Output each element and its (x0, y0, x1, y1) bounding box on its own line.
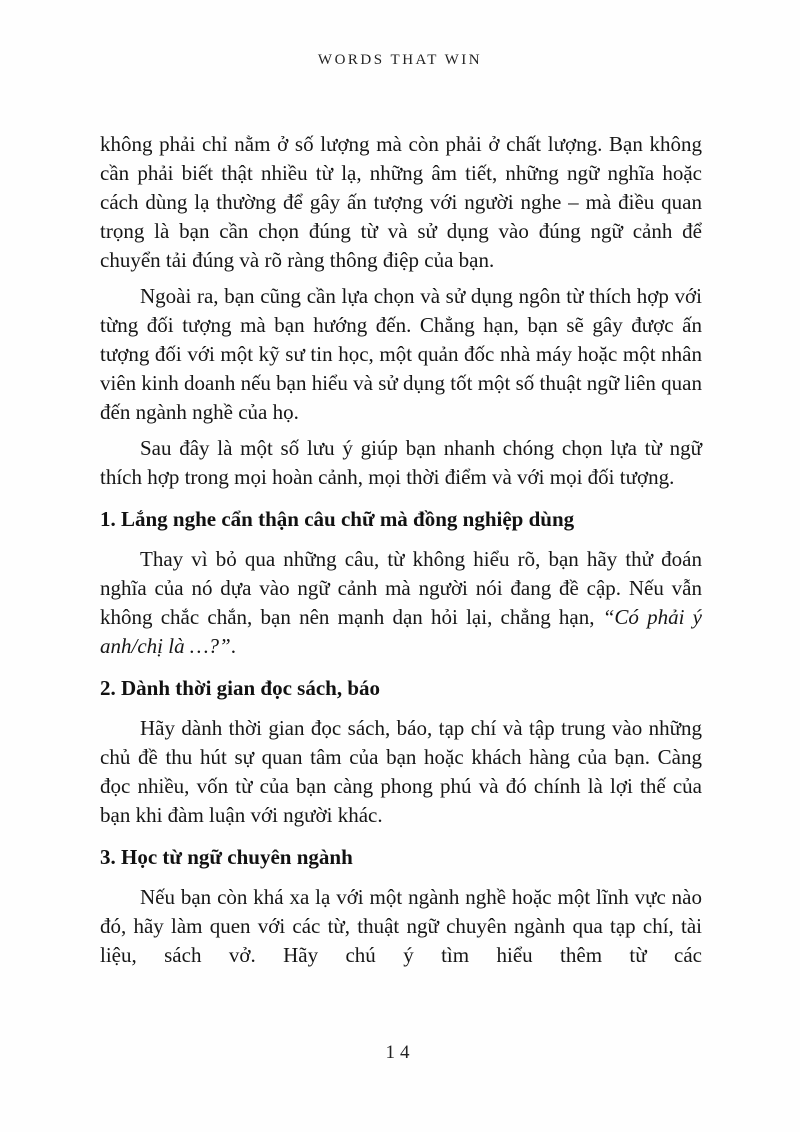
paragraph-listen-period: . (230, 634, 236, 658)
paragraph-intro-continuation: không phải chỉ nằm ở số lượng mà còn phải ở chất lượng. Bạn không cần phải biết thật nhiều từ lạ, những âm tiết, những ngữ nghĩa hoặc cách dùng lạ thường để gây ấn tượng với người nghe – mà điều quan trọng là bạn cần chọn đúng từ và sử dụng vào đúng ngữ cảnh để chuyển tải đúng và rõ ràng thông điệp của bạn. (100, 132, 702, 272)
section-heading-2: 2. Dành thời gian đọc sách, báo (100, 676, 381, 700)
paragraph-audience: Ngoài ra, bạn cũng cần lựa chọn và sử dụng ngôn từ thích hợp với từng đối tượng mà bạn hướng đến. Chẳng hạn, bạn sẽ gây được ấn tượng đối với một kỹ sư tin học, một quản đốc nhà máy hoặc một nhân viên kinh doanh nếu bạn hiểu và sử dụng tốt một số thuật ngữ liên quan đến ngành nghề của họ. (100, 284, 702, 424)
page-number: 14 (385, 1042, 415, 1063)
page-body (100, 130, 702, 977)
paragraph-tips-intro: Sau đây là một số lưu ý giúp bạn nhanh chóng chọn lựa từ ngữ thích hợp trong mọi hoàn cảnh, mọi thời điểm và với mọi đối tượng. (100, 436, 702, 489)
paragraph-listen (100, 545, 702, 661)
paragraph-listen-quote: “Có phải ý anh/chị là …?” (100, 605, 703, 658)
section-heading-3: 3. Học từ ngữ chuyên ngành (100, 845, 353, 869)
paragraph-jargon: Nếu bạn còn khá xa lạ với một ngành nghề hoặc một lĩnh vực nào đó, hãy làm quen với các từ, thuật ngữ chuyên ngành qua tạp chí, tài liệu, sách vở. Hãy chú ý tìm hiểu thêm từ các (100, 885, 702, 967)
running-header: WORDS THAT WIN (317, 52, 483, 68)
paragraph-reading: Hãy dành thời gian đọc sách, báo, tạp chí và tập trung vào những chủ đề thu hút sự quan tâm của bạn hoặc khách hàng của bạn. Càng đọc nhiều, vốn từ của bạn càng phong phú và đó chính là lợi thế của bạn khi đàm luận với người khác. (100, 716, 702, 827)
paragraph-listen-text: Thay vì bỏ qua những câu, từ không hiểu rõ, bạn hãy thử đoán nghĩa của nó dựa vào ngữ cảnh mà người nói đang đề cập. Nếu vẫn không chắc chắn, bạn nên mạnh dạn hỏi lại, chẳng hạn, (100, 547, 702, 629)
section-heading-1: 1. Lắng nghe cẩn thận câu chữ mà đồng nghiệp dùng (100, 507, 575, 531)
